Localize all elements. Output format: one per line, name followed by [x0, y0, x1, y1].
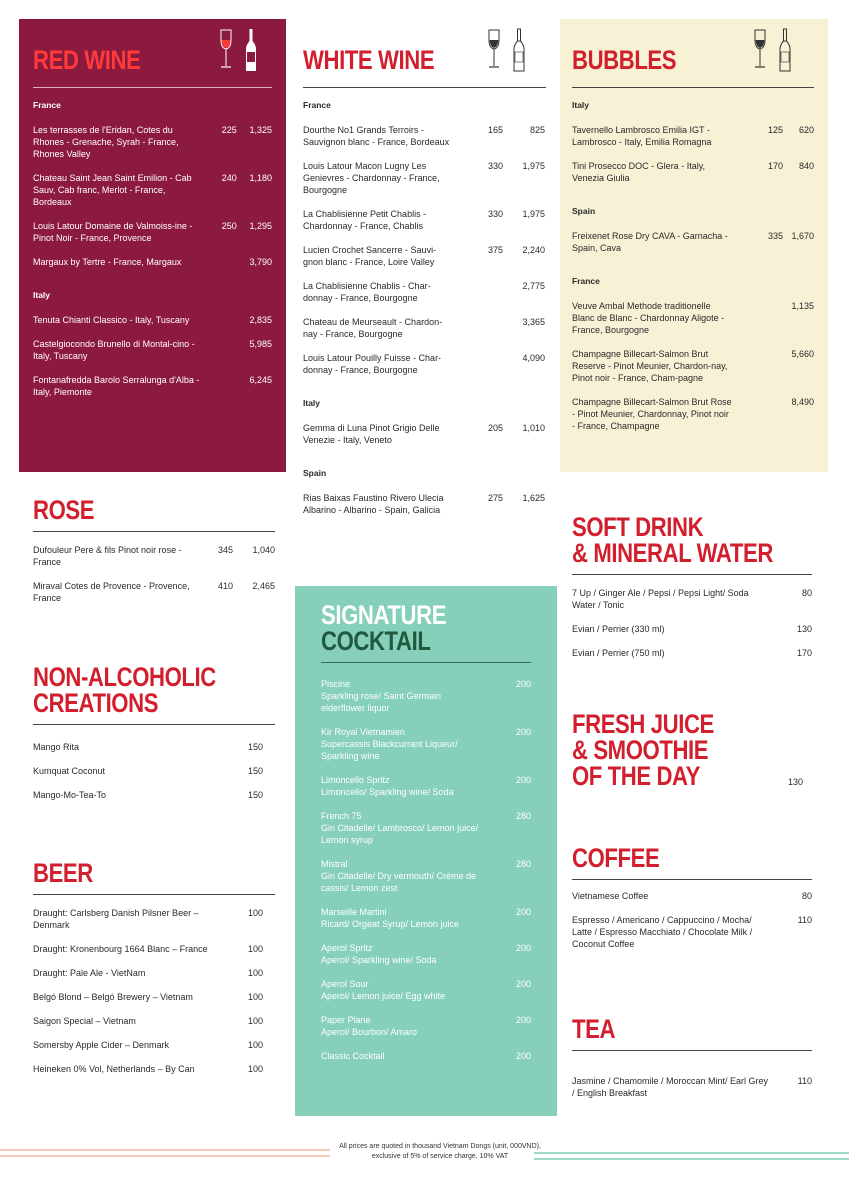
wine-row	[33, 338, 272, 362]
region-label: Spain	[303, 468, 327, 478]
bottle-price: 2,240	[522, 245, 545, 255]
non-alcoholic-list	[33, 741, 275, 801]
cocktail-price: 200	[515, 1015, 531, 1025]
wine-name: Margaux by Tertre - France, Margaux	[33, 257, 182, 267]
bottle-price: 1,180	[249, 173, 272, 183]
item-price: 100	[248, 944, 264, 954]
item-price: 170	[796, 648, 812, 658]
wine-bottle-icon	[245, 28, 257, 72]
tea-list	[572, 1075, 812, 1099]
cocktail-price: 280	[515, 859, 531, 869]
wine-row	[33, 220, 272, 244]
glass-price: 250	[221, 221, 237, 231]
item-name: Saigon Special – Vietnam	[33, 1016, 136, 1026]
decor-stripe	[534, 1152, 849, 1154]
footnote-line1: All prices are quoted in thousand Vietnam Dongs (unit, 000VND),	[339, 1143, 541, 1150]
divider	[572, 574, 812, 575]
bottle-price: 620	[798, 125, 814, 135]
glass-price	[453, 352, 503, 376]
menu-row	[33, 765, 275, 777]
cocktail-desc: Ricard/ Orgeat Syrup/ Lemon juice	[321, 919, 460, 929]
glass-price	[732, 396, 783, 432]
bottle-price: 3,365	[522, 317, 545, 327]
cocktail-price: 200	[515, 775, 531, 785]
bottle-price: 5,660	[791, 349, 814, 359]
rose-list	[33, 544, 275, 604]
cocktail-desc: Gin Citadelle/ Dry vermouth/ Crème de cassis/ Lemon zest	[321, 871, 477, 893]
cocktail-name: French 75	[321, 811, 362, 821]
wine-row	[33, 374, 272, 398]
wine-name: Rias Baixas Faustino Rivero Ulecia Albarino - Albarino - Spain, Galicia	[303, 493, 444, 515]
glass-price	[453, 280, 503, 304]
coffee-title: COFFEE	[572, 843, 660, 873]
item-name: Heineken 0% Vol, Netherlands – By Can	[33, 1064, 195, 1074]
bubbles-list	[572, 100, 814, 432]
wine-row	[33, 256, 272, 268]
cocktail-desc: Aperol/ Lemon juice/ Egg white	[321, 991, 446, 1001]
cocktail-name: Classic Cocktail	[321, 1051, 385, 1061]
wine-name: Veuve Ambal Methode traditionelle Blanc de Blanc - Chardonnay Aligote - France, Bourgogne	[572, 301, 725, 335]
bubbles-section	[560, 19, 828, 472]
wine-row	[572, 300, 814, 336]
menu-row	[33, 907, 275, 931]
wine-row	[572, 124, 814, 148]
cocktail-name: Piscine	[321, 679, 351, 689]
bottle-price: 6,245	[249, 375, 272, 385]
item-price: 110	[797, 915, 812, 925]
soft-drink-title-line1: SOFT DRINK	[572, 512, 704, 542]
soft-drink-title-line2: & MINERAL WATER	[572, 538, 773, 568]
item-price: 100	[248, 1040, 264, 1050]
cocktail-list	[321, 678, 531, 1062]
item-price: 100	[248, 1016, 264, 1026]
bottle-price: 1,670	[791, 231, 814, 241]
bottle-price: 1,040	[252, 545, 275, 555]
wine-row	[303, 280, 546, 304]
wine-row	[303, 352, 546, 376]
white-wine-icons	[487, 28, 525, 72]
bottle-price: 825	[529, 125, 545, 135]
item-name: Jasmine / Chamomile / Moroccan Mint/ Earl Grey / English Breakfast	[572, 1076, 769, 1098]
cocktail-name: Limoncello Spritz	[321, 775, 390, 785]
wine-name: Tenuta Chianti Classico - Italy, Tuscany	[33, 315, 190, 325]
glass-price: 335	[767, 231, 783, 241]
footnote-line2: exclusive of 5% of service charge, 10% VAT	[371, 1153, 509, 1160]
non-alcoholic-title-line1: NON-ALCOHOLIC	[33, 662, 216, 692]
region-label: France	[33, 100, 61, 110]
glass-price: 275	[487, 493, 503, 503]
item-price: 100	[248, 908, 264, 918]
region-label: France	[572, 276, 600, 286]
item-name: Dufouleur Pere & fils Pinot noir rose - France	[33, 545, 182, 567]
wine-name: Louis Latour Domaine de Valmoiss-ine - Pinot Noir - France, Provence	[33, 221, 193, 243]
wine-glass-icon	[487, 28, 501, 70]
juice-title-line3: OF THE DAY	[572, 761, 700, 791]
glass-price	[205, 374, 237, 398]
wine-row	[572, 230, 814, 254]
item-price: 100	[248, 1064, 264, 1074]
divider	[33, 724, 275, 725]
cocktail-desc: Limoncello/ Sparkling wine/ Soda	[321, 787, 454, 797]
item-price: 80	[801, 588, 812, 598]
wine-name: Champagne Billecart-Salmon Brut Reserve - Pinot Meunier, Chardon-nay, Pinot noir - France, Cham-pagne	[572, 349, 728, 383]
bottle-price: 1,135	[791, 301, 814, 311]
cocktail-price: 200	[515, 679, 531, 689]
cocktail-item	[321, 678, 486, 714]
wine-name: Gemma di Luna Pinot Grigio Delle Venezie - Italy, Veneto	[303, 423, 440, 445]
menu-row	[572, 1075, 812, 1099]
cocktail-name: Marseille Martini	[321, 907, 387, 917]
glass-price	[732, 300, 783, 336]
wine-name: La Chablisienne Petit Chablis - Chardonnay - France, Chablis	[303, 209, 427, 231]
bottle-price: 1,325	[249, 125, 272, 135]
item-name: 7 Up / Ginger Ale / Pepsi / Pepsi Light/ Soda Water / Tonic	[572, 588, 749, 610]
cocktail-item	[321, 774, 486, 798]
cocktail-desc: Aperol/ Sparkling wine/ Soda	[321, 955, 437, 965]
divider	[572, 879, 812, 880]
juice-price: 130	[788, 777, 804, 787]
bottle-price: 1,295	[249, 221, 272, 231]
white-wine-title: WHITE WINE	[303, 45, 435, 75]
non-alcoholic-title-line2: CREATIONS	[33, 688, 159, 718]
wine-name: Freixenet Rose Dry CAVA - Garnacha - Spain, Cava	[572, 231, 728, 253]
glass-price: 330	[487, 161, 503, 171]
bubbles-icons	[753, 28, 791, 72]
wine-name: Champagne Billecart-Salmon Brut Rose - Pinot Meunier, Chardonnay, Pinot noir - France, Champagne	[572, 397, 732, 431]
cocktail-name: Mistral	[321, 859, 348, 869]
bottle-price: 2,465	[252, 581, 275, 591]
wine-row	[303, 208, 546, 232]
non-alcoholic-section	[33, 664, 275, 813]
wine-row	[33, 314, 272, 326]
cocktail-item	[321, 726, 486, 762]
menu-row	[321, 810, 531, 846]
item-name: Draught: Kronenbourg 1664 Blanc – France	[33, 944, 208, 954]
wine-row	[572, 160, 814, 184]
rose-title: ROSE	[33, 495, 95, 525]
item-name: Draught: Pale Ale - VietNam	[33, 968, 146, 978]
cocktail-title-line2: COCKTAIL	[321, 626, 431, 656]
menu-row	[33, 580, 275, 604]
cocktail-title-line1: SIGNATURE	[321, 600, 447, 630]
wine-name: Lucien Crochet Sancerre - Sauvi-gnon blanc - France, Loire Valley	[303, 245, 437, 267]
white-wine-section	[303, 19, 546, 528]
red-wine-icons	[219, 28, 257, 72]
item-name: Evian / Perrier (750 ml)	[572, 648, 665, 658]
menu-row	[33, 1063, 275, 1075]
menu-row	[572, 890, 812, 902]
item-name: Belgó Blond – Belgó Brewery – Vietnam	[33, 992, 193, 1002]
glass-price: 125	[767, 125, 783, 135]
item-price: 130	[796, 624, 812, 634]
juice-title-line2: & SMOOTHIE	[572, 735, 709, 765]
menu-row	[321, 1014, 531, 1038]
item-price: 80	[801, 891, 812, 901]
wine-row	[303, 422, 546, 446]
item-price: 100	[248, 992, 264, 1002]
wine-name: Fontanafredda Barolo Serralunga d'Alba - Italy, Piemonte	[33, 375, 200, 397]
divider	[572, 1050, 812, 1051]
item-price: 100	[248, 968, 264, 978]
beer-section	[33, 860, 275, 1087]
item-name: Miraval Cotes de Provence - Provence, France	[33, 581, 190, 603]
glass-price	[205, 314, 237, 326]
wine-name: Tavernello Lambrosco Emilia IGT - Lambrosco - Italy, Emilia Romagna	[572, 125, 712, 147]
region-label: France	[303, 100, 331, 110]
menu-row	[33, 991, 275, 1003]
menu-row	[321, 942, 531, 966]
glass-price: 205	[487, 423, 503, 433]
red-wine-section	[19, 19, 286, 472]
cocktail-price: 200	[515, 979, 531, 989]
cocktail-name: Aperol Sour	[321, 979, 369, 989]
cocktail-price: 200	[515, 1051, 531, 1061]
wine-row	[303, 316, 546, 340]
cocktail-desc: Gin Citadelle/ Lambrosco/ Lemon juice/ Lemon syrup	[321, 823, 479, 845]
bottle-price: 3,790	[249, 257, 272, 267]
cocktail-desc: Aperol/ Bourbon/ Amaro	[321, 1027, 418, 1037]
menu-row	[33, 967, 275, 979]
coffee-list	[572, 890, 812, 950]
wine-name: Louis Latour Pouilly Fuisse - Char-donnay - France, Bourgogne	[303, 353, 442, 375]
bottle-price: 1,975	[522, 161, 545, 171]
wine-bottle-icon	[513, 28, 525, 72]
bottle-price: 2,835	[249, 315, 272, 325]
wine-row	[572, 348, 814, 384]
bottle-price: 1,625	[522, 493, 545, 503]
cocktail-item	[321, 858, 486, 894]
beer-title: BEER	[33, 858, 93, 888]
menu-row	[33, 943, 275, 955]
wine-name: Louis Latour Macon Lugny Les Genievres - Chardonnay - France, Bourgogne	[303, 161, 440, 195]
menu-row	[572, 587, 812, 611]
wine-name: Dourthe No1 Grands Terroirs - Sauvignon blanc - France, Bordeaux	[303, 125, 450, 147]
beer-list	[33, 907, 275, 1075]
tea-section	[572, 1016, 812, 1111]
item-price: 150	[248, 742, 264, 752]
menu-row	[33, 544, 275, 568]
divider	[303, 87, 546, 88]
cocktail-item	[321, 906, 486, 930]
menu-row	[321, 678, 531, 714]
juice-title-line1: FRESH JUICE	[572, 709, 714, 739]
cocktail-item	[321, 1014, 486, 1038]
wine-name: La Chablisienne Chablis - Char-donnay - France, Bourgogne	[303, 281, 431, 303]
juice-section	[572, 711, 812, 789]
decor-stripe	[0, 1155, 330, 1157]
cocktail-desc: Supercassis Blackcurrant Liqueur/ Sparkling wine	[321, 739, 458, 761]
cocktail-price: 200	[515, 943, 531, 953]
region-label: Spain	[572, 206, 596, 216]
divider	[572, 87, 814, 88]
item-price: 150	[248, 766, 264, 776]
item-name: Mango-Mo-Tea-To	[33, 790, 107, 800]
wine-name: Chateau Saint Jean Saint Emilion - Cab Sauv, Cab franc, Merlot - France, Bordeaux	[33, 173, 192, 207]
cocktail-desc: Sparkling rose/ Saint Germain elderflower liquor	[321, 691, 442, 713]
cocktail-price: 280	[515, 811, 531, 821]
menu-row	[321, 906, 531, 930]
glass-price: 345	[217, 545, 233, 555]
item-name: Mango Rita	[33, 742, 80, 752]
divider	[33, 531, 275, 532]
wine-row	[303, 160, 546, 196]
wine-glass-icon	[219, 28, 233, 70]
bottle-price: 1,010	[522, 423, 545, 433]
glass-price: 375	[487, 245, 503, 255]
cocktail-name: Kir Royal Vietnamien	[321, 727, 405, 737]
menu-row	[33, 789, 275, 801]
cocktail-price: 200	[515, 907, 531, 917]
menu-row	[321, 774, 531, 798]
glass-price: 165	[487, 125, 503, 135]
menu-row	[572, 914, 812, 950]
wine-row	[303, 492, 546, 516]
wine-glass-icon	[753, 28, 767, 70]
item-name: Vietnamese Coffee	[572, 891, 649, 901]
glass-price: 240	[221, 173, 237, 183]
divider	[321, 662, 531, 663]
white-wine-list	[303, 100, 546, 516]
bubbles-title: BUBBLES	[572, 45, 677, 75]
wine-row	[572, 396, 814, 432]
cocktail-price: 200	[515, 727, 531, 737]
wine-name: Les terrasses de l'Eridan, Cotes du Rhones - Grenache, Syrah - France, Rhones Valley	[33, 125, 179, 159]
menu-row	[572, 623, 812, 635]
menu-row	[33, 741, 275, 753]
glass-price: 225	[221, 125, 237, 135]
glass-price	[205, 256, 237, 268]
item-name: Somersby Apple Cider – Denmark	[33, 1040, 170, 1050]
item-name: Kumquat Coconut	[33, 766, 106, 776]
divider	[33, 894, 275, 895]
wine-bottle-icon	[779, 28, 791, 72]
cocktail-item	[321, 810, 486, 846]
bottle-price: 1,975	[522, 209, 545, 219]
cocktail-item	[321, 978, 486, 1002]
menu-row	[572, 647, 812, 659]
region-label: Italy	[572, 100, 590, 110]
wine-name: Chateau de Meurseault - Chardon-nay - France, Bourgogne	[303, 317, 443, 339]
cocktail-item	[321, 942, 486, 966]
glass-price	[453, 316, 503, 340]
coffee-section	[572, 845, 812, 962]
bottle-price: 2,775	[522, 281, 545, 291]
region-label: Italy	[33, 290, 51, 300]
bottle-price: 840	[798, 161, 814, 171]
cocktail-name: Paper Plane	[321, 1015, 371, 1025]
menu-row	[321, 726, 531, 762]
glass-price: 170	[767, 161, 783, 171]
bottle-price: 8,490	[791, 397, 814, 407]
red-wine-title: RED WINE	[33, 45, 141, 75]
menu-row	[33, 1015, 275, 1027]
menu-row	[321, 1050, 531, 1062]
rose-section	[33, 497, 275, 616]
divider	[33, 87, 272, 88]
glass-price	[732, 348, 783, 384]
region-label: Italy	[303, 398, 321, 408]
red-wine-list	[33, 100, 272, 398]
tea-title: TEA	[572, 1014, 616, 1044]
item-name: Evian / Perrier (330 ml)	[572, 624, 665, 634]
item-price: 110	[797, 1076, 812, 1086]
item-price: 150	[248, 790, 264, 800]
decor-stripe	[0, 1149, 330, 1151]
wine-row	[303, 124, 546, 148]
item-name: Draught: Carlsberg Danish Pilsner Beer – Denmark	[33, 908, 199, 930]
glass-price: 330	[487, 209, 503, 219]
menu-row	[33, 1039, 275, 1051]
cocktail-item	[321, 1050, 486, 1062]
soft-drink-list	[572, 587, 812, 659]
wine-row	[33, 172, 272, 208]
bottle-price: 5,985	[249, 339, 272, 349]
soft-drink-section	[572, 514, 812, 671]
signature-cocktail-section	[295, 586, 557, 1116]
cocktail-name: Aperol Spritz	[321, 943, 373, 953]
wine-row	[33, 124, 272, 160]
item-name: Espresso / Americano / Cappuccino / Mocha/ Latte / Espresso Macchiato / Chocolate Milk / Coconut Coffee	[572, 915, 753, 949]
wine-name: Tini Prosecco DOC - Glera - Italy, Venezia Giulia	[572, 161, 706, 183]
wine-row	[303, 244, 546, 268]
menu-row	[321, 858, 531, 894]
glass-price	[205, 338, 237, 362]
menu-row	[321, 978, 531, 1002]
wine-name: Castelgiocondo Brunello di Montal-cino - Italy, Tuscany	[33, 339, 195, 361]
decor-stripe	[534, 1158, 849, 1160]
glass-price: 410	[217, 581, 233, 591]
bottle-price: 4,090	[522, 353, 545, 363]
